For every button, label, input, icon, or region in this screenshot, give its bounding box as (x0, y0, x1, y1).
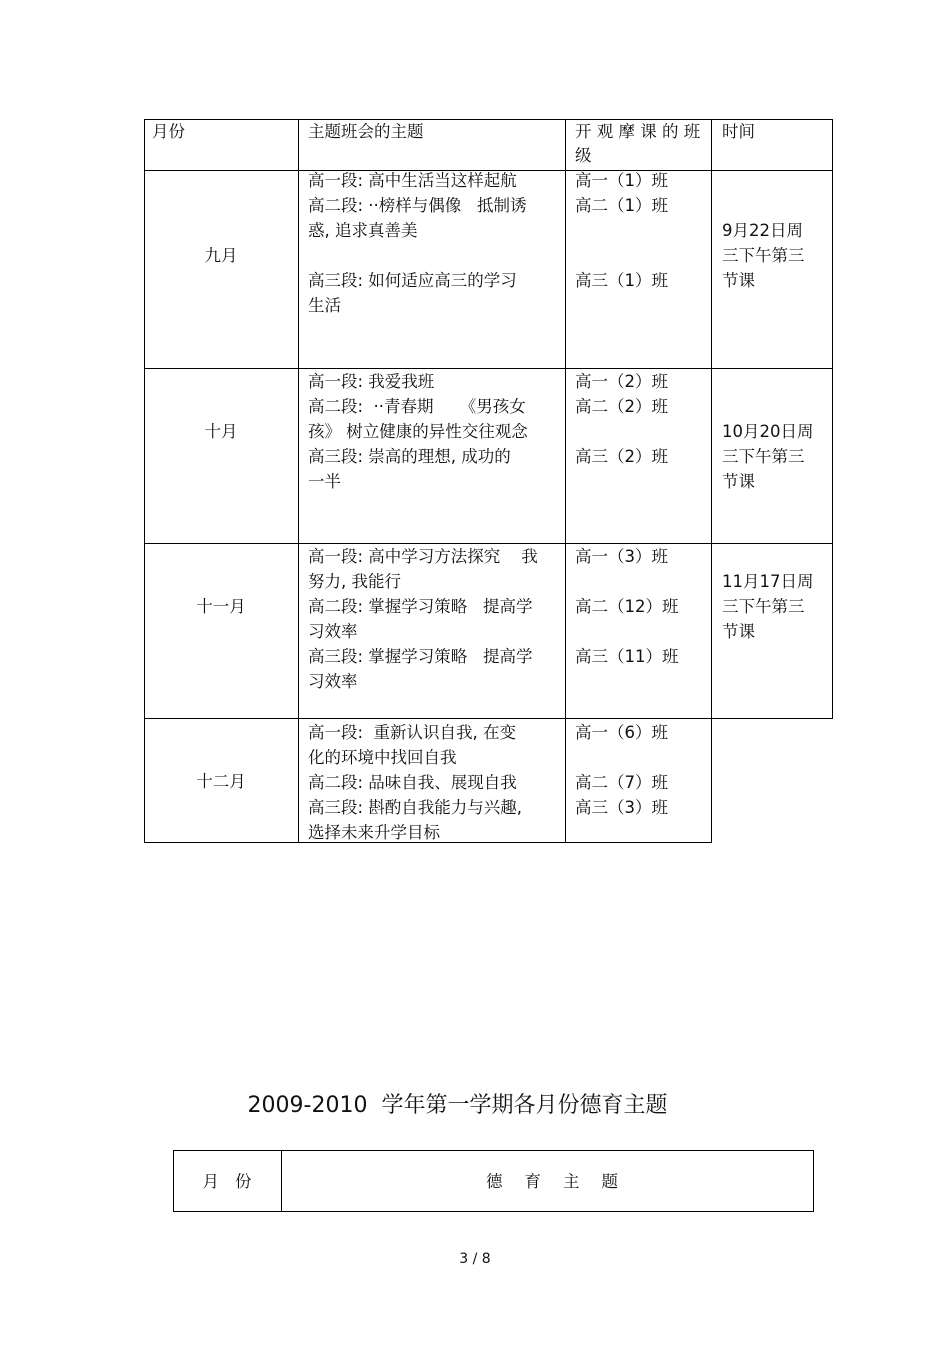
theme-line: 一半 (308, 472, 341, 491)
class-line (575, 419, 668, 444)
theme-line: 高三段: 斟酌自我能力与兴趣, (308, 798, 523, 817)
table2-header-theme: 德育主题 (486, 1172, 640, 1191)
table2-rule (173, 1211, 814, 1212)
theme-line: 高二段: 掌握学习策略 提高学 (308, 597, 533, 616)
time-line: 节课 (722, 622, 755, 641)
time-line: 10月20日周 (722, 422, 814, 441)
table1-rule (711, 119, 712, 843)
theme-line: 习效率 (308, 622, 358, 641)
table1-rule (832, 119, 833, 719)
table2-rule (173, 1150, 174, 1212)
theme-line (308, 243, 527, 268)
time-cell (722, 218, 805, 293)
class-cell (575, 720, 668, 820)
header-time: 时间 (722, 122, 755, 141)
theme-line: 高二段: 品味自我、展现自我 (308, 773, 517, 792)
theme-line: 高三段: 崇高的理想, 成功的 (308, 447, 511, 466)
table1-rule (144, 718, 833, 719)
time-line: 三下午第三 (722, 447, 805, 466)
class-line (575, 243, 668, 268)
theme-cell (308, 369, 528, 494)
section-title: 2009-2010 学年第一学期各月份德育主题 (247, 1093, 668, 1118)
theme-line: 高一段: 高中生活当这样起航 (308, 171, 517, 190)
theme-line: 孩》 树立健康的异性交往观念 (308, 422, 528, 441)
time-cell (722, 419, 814, 494)
class-line: 高二（7）班 (575, 773, 668, 792)
class-line: 高三（1）班 (575, 271, 668, 290)
class-line: 高二（12）班 (575, 597, 679, 616)
table2-rule (173, 1150, 814, 1151)
time-line: 节课 (722, 271, 755, 290)
theme-line: 高一段: 高中学习方法探究 我 (308, 547, 538, 566)
theme-line: 高三段: 掌握学习策略 提高学 (308, 647, 533, 666)
theme-line: 生活 (308, 296, 341, 315)
header-class-cont: 级 (575, 146, 592, 165)
month-cell: 十一月 (196, 597, 246, 616)
theme-line: 高二段: ··榜样与偶像 抵制诱 (308, 196, 527, 215)
page-number: 3 / 8 (459, 1251, 491, 1267)
theme-line: 努力, 我能行 (308, 572, 401, 591)
class-line (575, 745, 668, 770)
class-line (575, 218, 668, 243)
theme-line: 高二段: ··青春期 《男孩女 (308, 397, 526, 416)
month-cell: 九月 (204, 246, 238, 265)
class-line: 高一（6）班 (575, 723, 668, 742)
class-line: 高一（3）班 (575, 547, 668, 566)
time-line: 11月17日周 (722, 572, 814, 591)
time-cell (722, 569, 814, 644)
time-line: 三下午第三 (722, 597, 805, 616)
class-line: 高三（2）班 (575, 447, 668, 466)
class-line: 高三（3）班 (575, 798, 668, 817)
class-line: 高三（11）班 (575, 647, 679, 666)
header-class: 开 观 摩 课 的 班 (575, 122, 701, 141)
class-line: 高一（2）班 (575, 372, 668, 391)
class-line (575, 569, 679, 594)
time-line: 9月22日周 (722, 221, 803, 240)
time-line: 三下午第三 (722, 246, 805, 265)
class-line (575, 619, 679, 644)
theme-line: 高一段: 我爱我班 (308, 372, 435, 391)
theme-line: 习效率 (308, 672, 358, 691)
theme-cell (308, 720, 522, 845)
class-line: 高一（1）班 (575, 171, 668, 190)
table1-rule (565, 119, 566, 843)
table2-header-month: 月份 (202, 1172, 268, 1191)
theme-cell (308, 544, 538, 694)
theme-line: 高三段: 如何适应高三的学习 (308, 271, 517, 290)
table1-rule (144, 119, 145, 843)
theme-line: 高一段: 重新认识自我, 在变 (308, 723, 517, 742)
month-cell: 十月 (204, 422, 238, 441)
table1-rule (298, 119, 299, 843)
header-theme: 主题班会的主题 (308, 122, 424, 141)
header-month: 月份 (152, 122, 185, 141)
time-line: 节课 (722, 472, 755, 491)
class-cell (575, 168, 668, 293)
theme-line: 惑, 追求真善美 (308, 221, 418, 240)
class-line: 高二（2）班 (575, 397, 668, 416)
theme-cell (308, 168, 527, 318)
class-cell (575, 544, 679, 669)
month-cell: 十二月 (196, 772, 246, 791)
theme-line: 化的环境中找回自我 (308, 748, 457, 767)
class-cell (575, 369, 668, 469)
class-line: 高二（1）班 (575, 196, 668, 215)
theme-line: 选择未来升学目标 (308, 823, 440, 842)
